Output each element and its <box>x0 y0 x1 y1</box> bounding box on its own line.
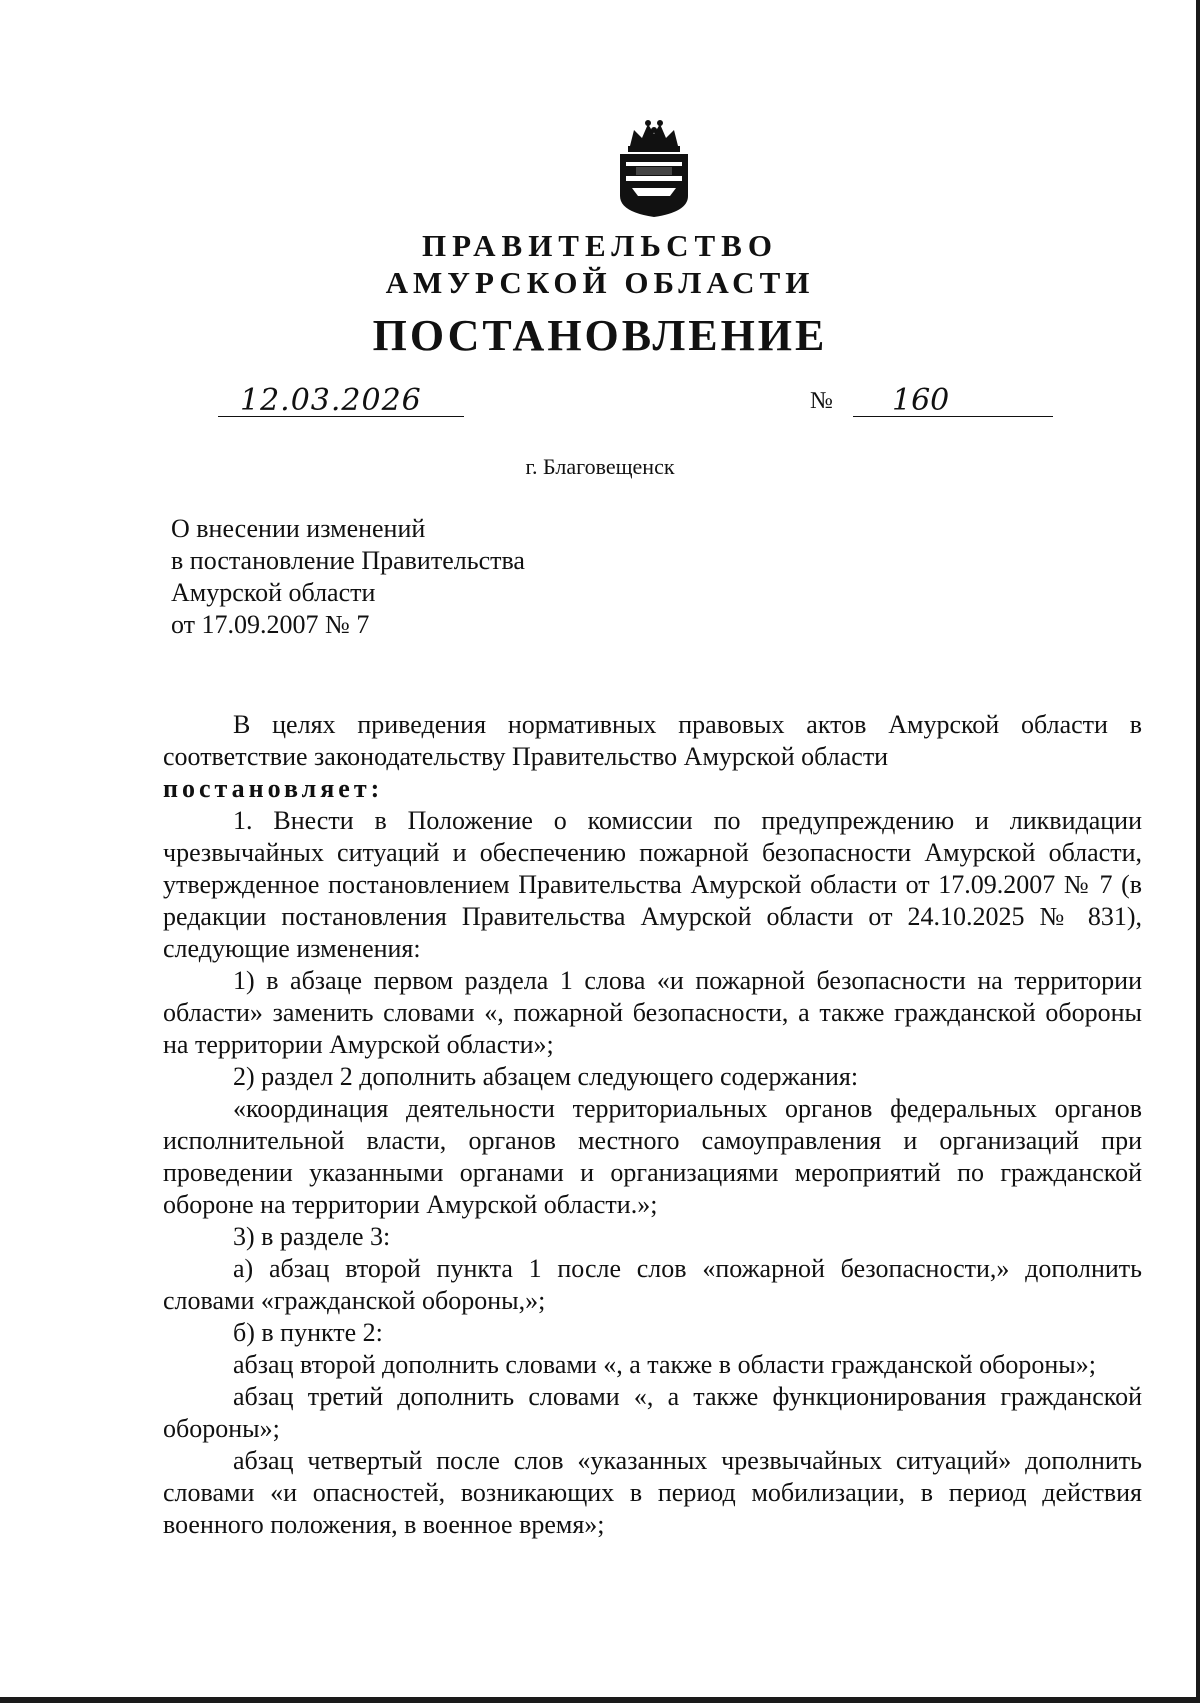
date-underline <box>218 416 464 417</box>
body-paragraph: 2) раздел 2 дополнить абзацем следующего содержания: <box>233 1062 859 1091</box>
body-paragraph: абзац четвертый после слов «указанных чрезвычайных ситуаций» дополнить словами «и опасностей, возникающих в период мобилизации, в период действия военного положения, в военное время»; <box>163 1446 1142 1539</box>
city-label: г. Благовещенск <box>525 454 675 479</box>
government-title: ПРАВИТЕЛЬСТВО <box>422 228 778 263</box>
number-sign: № <box>810 388 833 414</box>
body-paragraph: абзац второй дополнить словами «, а также в области гражданской обороны»; <box>233 1350 1096 1379</box>
body-paragraph: б) в пункте 2: <box>233 1318 383 1347</box>
body-paragraph: абзац третий дополнить словами «, а также функционирования гражданской обороны»; <box>163 1382 1142 1443</box>
subject-line: в постановление Правительства <box>171 546 525 575</box>
document-number: 160 <box>892 383 950 418</box>
number-underline <box>853 416 1053 417</box>
subject-line: О внесении изменений <box>171 514 426 543</box>
region-title: АМУРСКОЙ ОБЛАСТИ <box>385 265 815 300</box>
subject-line: от 17.09.2007 № 7 <box>171 610 370 639</box>
document-body <box>163 709 1142 1541</box>
body-paragraph: 3) в разделе 3: <box>233 1222 391 1251</box>
body-paragraph: В целях приведения нормативных правовых актов Амурской области в соответствие законодательству Правительство Амурской области <box>163 710 1142 771</box>
document-date: 12.03.2026 <box>240 383 422 418</box>
subject-line: Амурской области <box>171 578 376 607</box>
body-paragraph: 1) в абзаце первом раздела 1 слова «и пожарной безопасности на территории области» заменить словами «, пожарной безопасности, а также гражданской обороны на территории Амурской области»; <box>163 966 1142 1059</box>
coat-of-arms-icon <box>612 118 696 218</box>
body-paragraph: а) абзац второй пункта 1 после слов «пожарной безопасности,» дополнить словами «гражданской обороны,»; <box>163 1254 1142 1315</box>
document-subject <box>171 513 525 641</box>
body-paragraph: «координация деятельности территориальных органов федеральных органов исполнительной власти, органов местного самоуправления и организаций при проведении указанными органами и организациями мероприятий по гражданской обороне на территории Амурской области.»; <box>163 1094 1142 1219</box>
document-type-title: ПОСТАНОВЛЕНИЕ <box>372 311 828 360</box>
decrees-word: постановляет: <box>163 774 384 803</box>
scan-edge-bottom <box>0 1697 1200 1703</box>
body-paragraph: 1. Внести в Положение о комиссии по предупреждению и ликвидации чрезвычайных ситуаций и обеспечению пожарной безопасности Амурской области, утвержденное постановлением Правительства Амурской области от 17.09.2007 № 7 (в редакции постановления Правительства Амурской области от 24.10.2025 № 831), следующие изменения: <box>163 806 1142 963</box>
